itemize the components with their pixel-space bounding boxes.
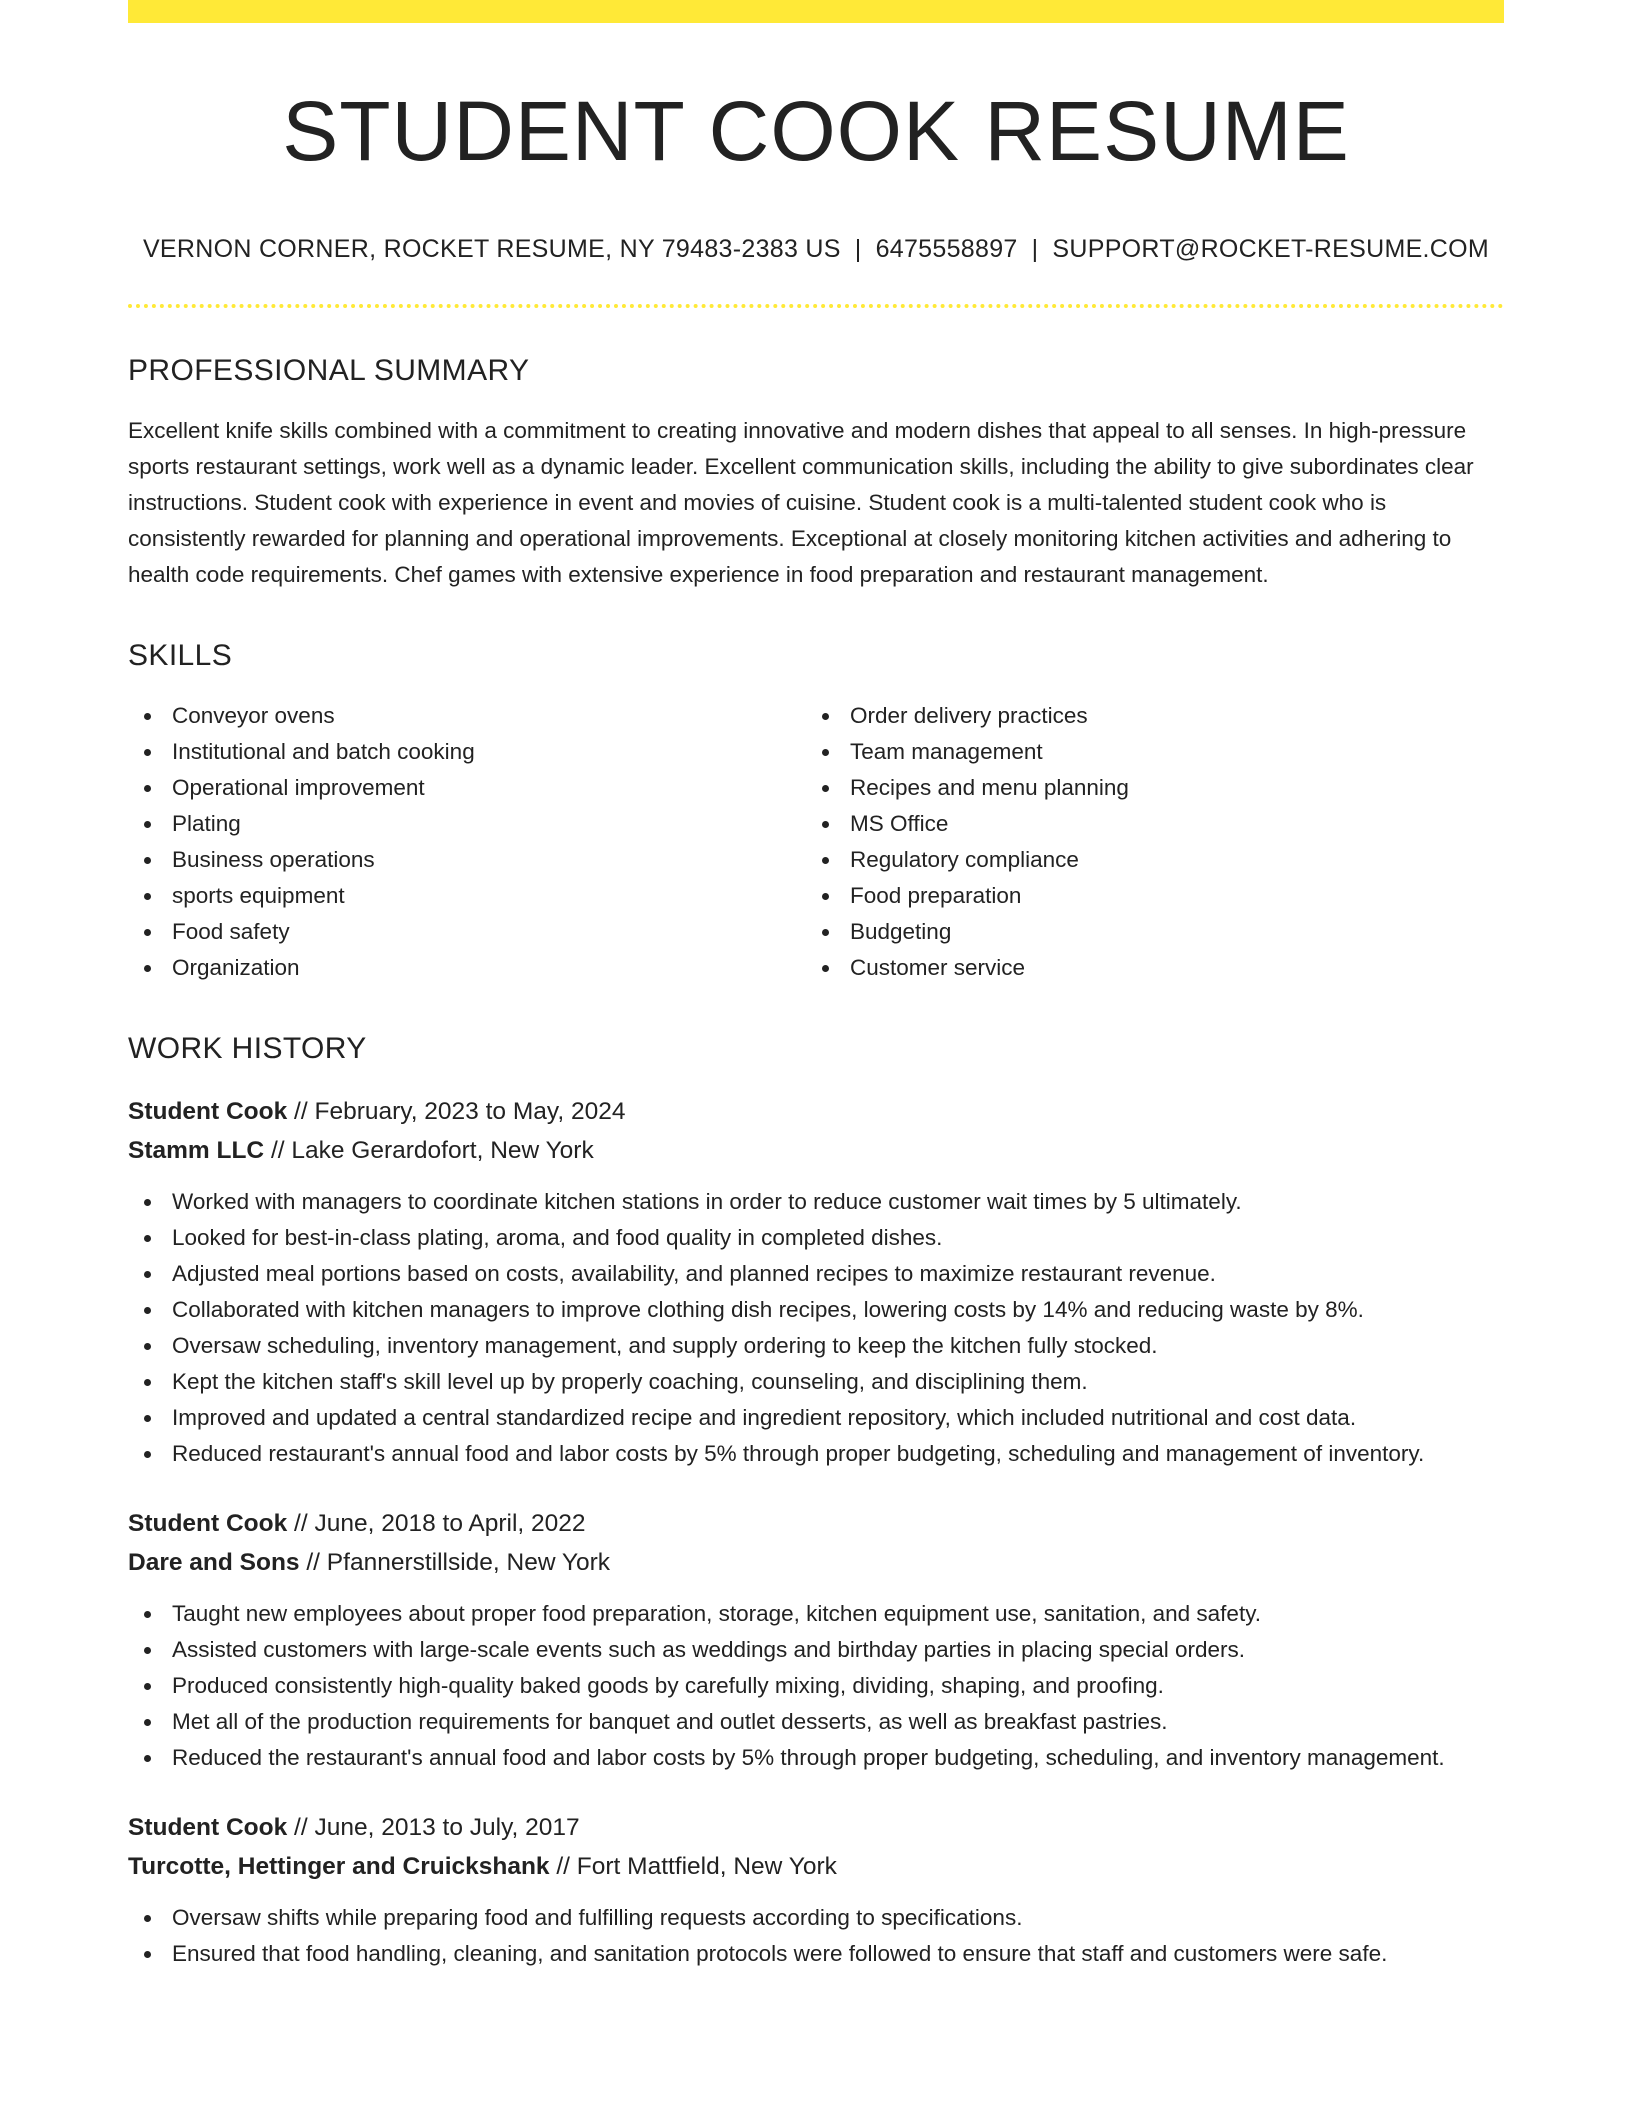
job-bullets [128,1184,1504,1472]
skill-item: Institutional and batch cooking [128,734,806,770]
skill-item: Operational improvement [128,770,806,806]
skill-item: Team management [806,734,1484,770]
skill-item: Budgeting [806,914,1484,950]
work-history-section [128,1032,1504,1972]
accent-top-bar [128,0,1504,23]
skills-heading: SKILLS [128,639,233,673]
resume-title: STUDENT COOK RESUME [282,84,1350,178]
job-bullet: Looked for best-in-class plating, aroma, and food quality in completed dishes. [128,1220,1504,1256]
work-history-heading: WORK HISTORY [128,1032,367,1066]
dotted-divider [128,304,1504,308]
job-bullet: Taught new employees about proper food preparation, storage, kitchen equipment use, sanitation, and safety. [128,1596,1504,1632]
job-title: Student Cook [128,1098,288,1126]
contact-separator: | [854,235,862,264]
job-bullets [128,1596,1504,1776]
job-bullet: Adjusted meal portions based on costs, availability, and planned recipes to maximize restaurant revenue. [128,1256,1504,1292]
contact-line [128,235,1504,264]
contact-separator: | [1031,235,1039,264]
job-dates: // February, 2023 to May, 2024 [287,1098,626,1126]
job-bullet: Oversaw scheduling, inventory management, and supply ordering to keep the kitchen fully stocked. [128,1328,1504,1364]
job-company: Dare and Sons [128,1549,300,1577]
skills-section [128,639,1504,986]
summary-heading: PROFESSIONAL SUMMARY [128,354,530,388]
contact-email[interactable]: SUPPORT@ROCKET-RESUME.COM [1052,235,1490,264]
job-bullet: Oversaw shifts while preparing food and fulfilling requests according to specifications. [128,1900,1504,1936]
skill-item: Plating [128,806,806,842]
job-company: Turcotte, Hettinger and Cruickshank [128,1853,550,1881]
job-bullet: Produced consistently high-quality baked goods by carefully mixing, dividing, shaping, and proofing. [128,1668,1504,1704]
job-bullet: Reduced the restaurant's annual food and labor costs by 5% through proper budgeting, scheduling, and inventory management. [128,1740,1504,1776]
skill-item: Food safety [128,914,806,950]
job-location: // Lake Gerardofort, New York [264,1137,594,1165]
job-bullet: Ensured that food handling, cleaning, and sanitation protocols were followed to ensure that staff and customers were safe. [128,1936,1504,1972]
skill-item: Regulatory compliance [806,842,1484,878]
contact-address: VERNON CORNER, ROCKET RESUME, NY 79483-2383 US [142,235,841,264]
skill-item: Food preparation [806,878,1484,914]
job-entry [128,1504,1504,1776]
job-company-line [128,1847,1504,1886]
job-bullet: Improved and updated a central standardized recipe and ingredient repository, which included nutritional and cost data. [128,1400,1504,1436]
job-title: Student Cook [128,1510,288,1538]
contact-phone[interactable]: 6475558897 [875,235,1018,264]
skill-item: Customer service [806,950,1484,986]
job-entry [128,1808,1504,1972]
job-bullet: Collaborated with kitchen managers to improve clothing dish recipes, lowering costs by 14% and reducing waste by 8%. [128,1292,1504,1328]
skill-item: sports equipment [128,878,806,914]
job-bullet: Assisted customers with large-scale events such as weddings and birthday parties in placing special orders. [128,1632,1504,1668]
job-location: // Fort Mattfield, New York [549,1853,837,1881]
skill-item: Business operations [128,842,806,878]
job-company: Stamm LLC [128,1137,265,1165]
summary-text: Excellent knife skills combined with a commitment to creating innovative and modern dishes that appeal to all senses. In high-pressure sports restaurant settings, work well as a dynamic leader. Excellent communication skills, including the ability to give subordinates clear instructions. Student cook with experience in event and movies of cuisine. Student cook is a multi-talented student cook who is consistently rewarded for planning and operational improvements. Exceptional at closely monitoring kitchen activities and adhering to health code requirements. Chef games with extensive experience in food preparation and restaurant management. [128,418,1474,588]
job-bullet: Worked with managers to coordinate kitchen stations in order to reduce customer wait times by 5 ultimately. [128,1184,1504,1220]
job-bullets [128,1900,1504,1972]
skills-columns [128,698,1504,986]
skill-item: MS Office [806,806,1484,842]
job-title-line [128,1808,1504,1847]
skills-list-right [806,698,1484,986]
job-company-line [128,1543,1504,1582]
summary-section [128,354,1504,593]
job-bullet: Reduced restaurant's annual food and labor costs by 5% through proper budgeting, scheduling and management of inventory. [128,1436,1504,1472]
job-dates: // June, 2013 to July, 2017 [287,1814,580,1842]
job-entry [128,1092,1504,1472]
job-bullet: Kept the kitchen staff's skill level up by properly coaching, counseling, and disciplining them. [128,1364,1504,1400]
job-location: // Pfannerstillside, New York [299,1549,611,1577]
skill-item: Order delivery practices [806,698,1484,734]
job-company-line [128,1131,1504,1170]
job-bullet: Met all of the production requirements for banquet and outlet desserts, as well as breakfast pastries. [128,1704,1504,1740]
job-title: Student Cook [128,1814,288,1842]
skill-item: Organization [128,950,806,986]
job-title-line [128,1504,1504,1543]
skill-item: Recipes and menu planning [806,770,1484,806]
skills-list-left [128,698,806,986]
skill-item: Conveyor ovens [128,698,806,734]
job-dates: // June, 2018 to April, 2022 [287,1510,586,1538]
job-title-line [128,1092,1504,1131]
resume-page [128,0,1504,1972]
